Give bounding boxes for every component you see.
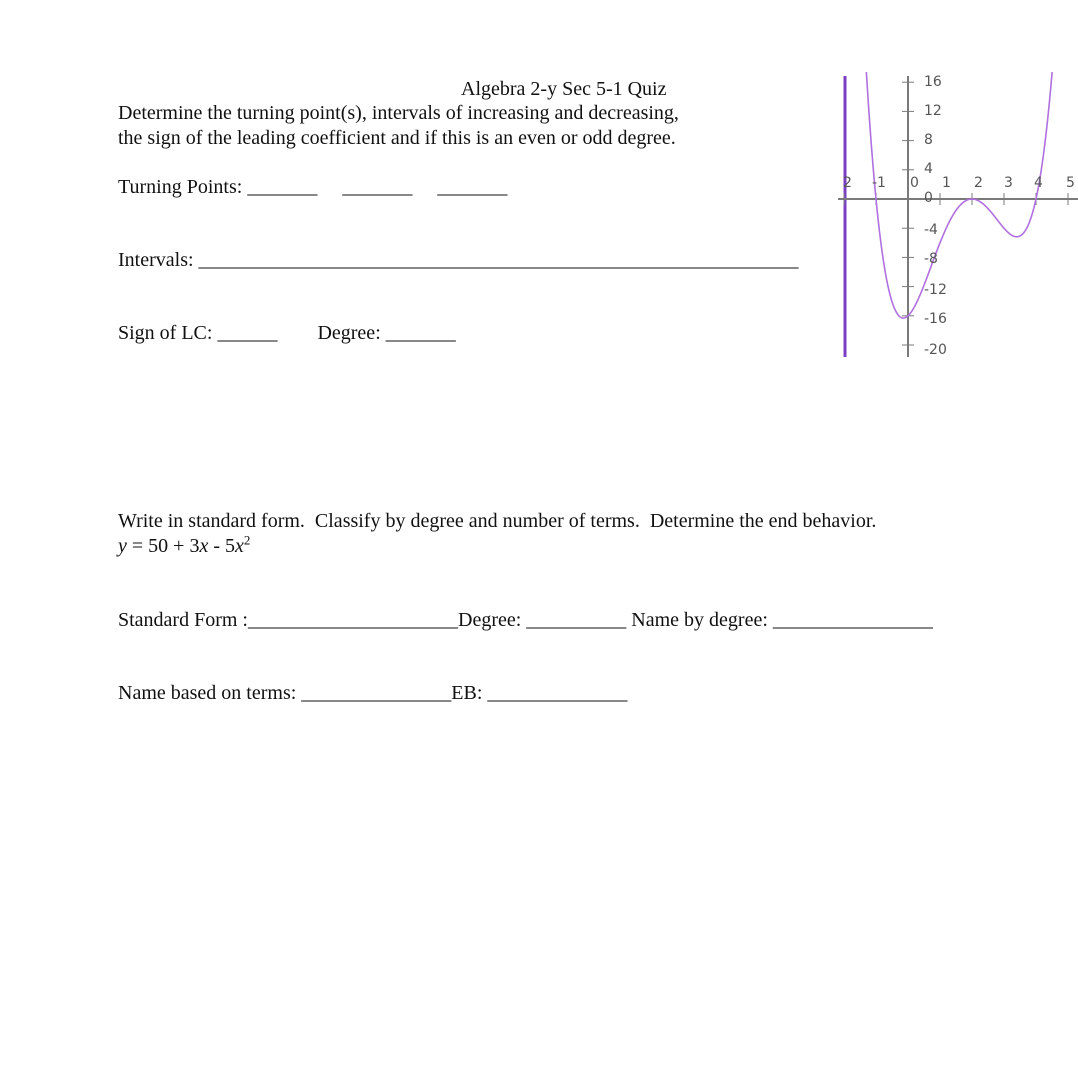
degree-label: Degree:	[317, 322, 381, 344]
problem2-equation	[118, 534, 250, 558]
polynomial-curve	[864, 72, 1055, 318]
x-tick-label-5: 2	[974, 175, 983, 191]
y-tick-label-10: -20	[924, 342, 947, 358]
graph-svg	[838, 72, 1078, 362]
eq-part-2: - 5	[208, 535, 236, 557]
eq-exponent: 2	[243, 532, 251, 548]
name-terms-label: Name based on terms:	[118, 682, 297, 704]
eb-blank[interactable]: ______________	[487, 682, 628, 704]
eq-x2: x	[235, 535, 244, 557]
turning-point-blank-3[interactable]: _______	[437, 176, 508, 198]
eq-y: y	[118, 535, 127, 557]
y-tick-label-8: -12	[924, 282, 947, 298]
x-tick-label-3: 0	[910, 175, 919, 191]
sign-lc-label: Sign of LC:	[118, 322, 213, 344]
standard-form-label: Standard Form :	[118, 609, 248, 631]
name-by-degree-blank[interactable]: ________________	[772, 609, 933, 631]
problem2-instructions: Write in standard form. Classify by degree and number of terms. Determine the end behavior.	[118, 510, 877, 532]
x-tick-label-8: 5	[1066, 175, 1075, 191]
x-tick-label-2: -1	[872, 175, 886, 191]
y-tick-label-7: -8	[924, 251, 938, 267]
y-tick-label-3: 8	[924, 132, 933, 148]
polynomial-graph	[838, 72, 1078, 362]
x-tick-label-4: 1	[942, 175, 951, 191]
standard-form-blank[interactable]: _____________________	[248, 609, 458, 631]
x-tick-label-1: 2	[843, 175, 852, 191]
instructions-line-2: the sign of the leading coefficient and if this is an even or odd degree.	[118, 127, 676, 149]
y-tick-label-5: 0	[924, 190, 933, 206]
turning-point-blank-2[interactable]: _______	[342, 176, 413, 198]
turning-points-label: Turning Points:	[118, 176, 243, 198]
quiz-title: Algebra 2-y Sec 5-1 Quiz	[461, 78, 667, 100]
degree-blank[interactable]: _______	[385, 322, 456, 344]
name-by-degree-label: Name by degree:	[631, 609, 768, 631]
instructions-line-1: Determine the turning point(s), intervals of increasing and decreasing,	[118, 102, 679, 124]
intervals-label: Intervals:	[118, 249, 194, 271]
eb-label: EB:	[451, 682, 483, 704]
p2-degree-blank[interactable]: __________	[526, 609, 627, 631]
intervals-row	[118, 248, 799, 272]
sign-lc-blank[interactable]: ______	[217, 322, 278, 344]
x-tick-label-7: 4	[1034, 175, 1043, 191]
y-tick-label-1: 16	[924, 74, 942, 90]
eq-part-1: = 50 + 3	[126, 535, 200, 557]
y-tick-label-4: 4	[924, 161, 933, 177]
y-tick-label-6: -4	[924, 222, 938, 238]
y-tick-label-9: -16	[924, 311, 947, 327]
y-tick-label-2: 12	[924, 103, 942, 119]
p2-degree-label: Degree:	[458, 609, 522, 631]
intervals-blank[interactable]: ____________________________________________________________	[198, 249, 799, 271]
turning-points-row	[118, 175, 507, 199]
name-terms-row	[118, 681, 627, 705]
x-tick-label-6: 3	[1004, 175, 1013, 191]
eq-x1: x	[199, 535, 209, 557]
name-terms-blank[interactable]: _______________	[301, 682, 452, 704]
standard-form-row	[118, 608, 933, 632]
sign-degree-row	[118, 321, 456, 345]
turning-point-blank-1[interactable]: _______	[247, 176, 318, 198]
